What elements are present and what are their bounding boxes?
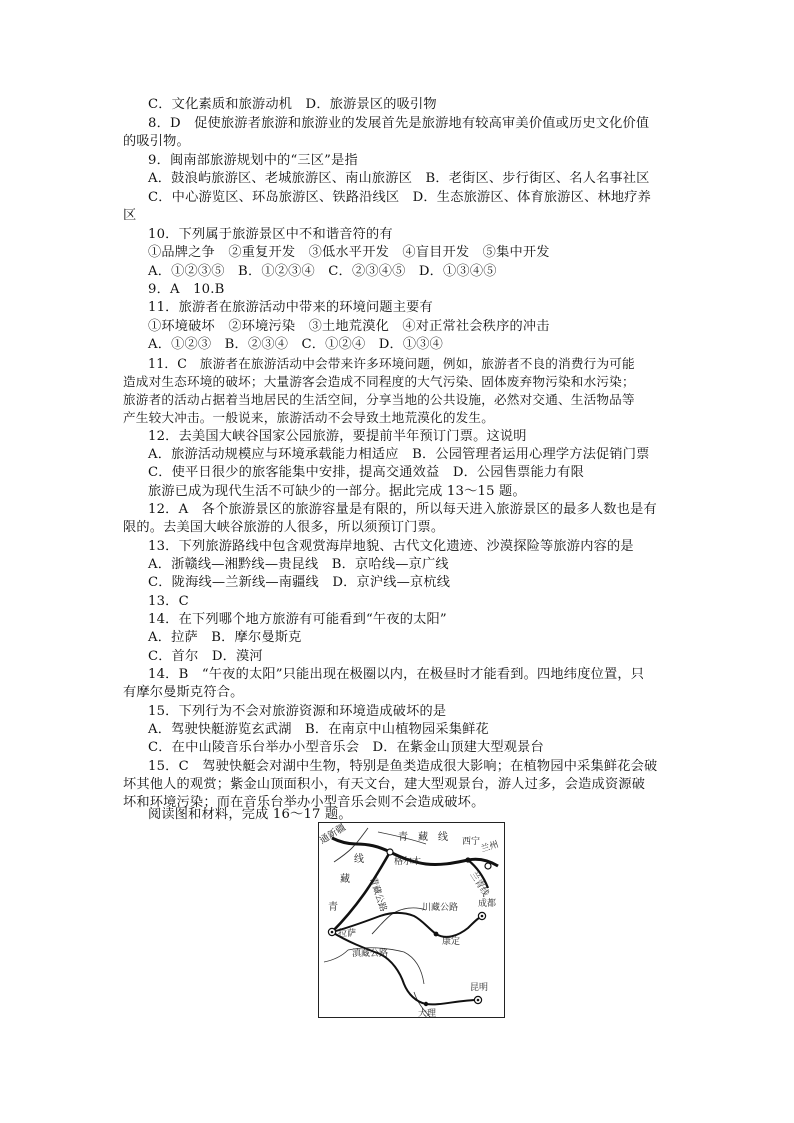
question-line: 12．去美国大峡谷国家公园旅游，要提前半年预订门票。这说明 [148,429,527,444]
map-label-chengdu: 成都 [478,899,497,909]
answer-line: 旅游者的活动占据着当地居民的生活空间，分享当地的公共设施，必然对交通、生活物品等 [123,392,635,407]
answer-line: 坏其他人的观赏；紫金山顶面积小，有天文台，建大型观景台，游人过多，会造成资源破 [123,777,646,792]
option-line: C．使平日很少的旅客能集中安排，提高交通效益 D．公园售票能力有限 [148,465,585,480]
question-line: 9．闽南部旅游规划中的“三区”是指 [148,153,358,168]
answer-line: 14．B “午夜的太阳”只能出现在极圈以内，在极昼时才能看到。四地纬度位置，只 [148,667,645,682]
question-line: 15．下列行为不会对旅游资源和环境造成破坏的是 [148,704,447,719]
map-label-qingzang-gonglu: 青藏公路 [367,875,388,914]
option-line: C．陇海线—兰新线—南疆线 D．京沪线—京杭线 [148,575,451,590]
map-label-dianzang-gonglu: 滇藏公路 [352,949,389,959]
kunming-marker-dot [477,999,480,1002]
option-line: C．中心游览区、环岛旅游区、铁路沿线区 D．生态旅游区、体育旅游区、林地疗养 [148,190,652,205]
answer-line: 造成对生态环境的破坏；大量游客会造成不同程度的大气污染、固体废弃物污染和水污染； [123,374,635,389]
answer-line: 有摩尔曼斯克符合。 [123,685,244,700]
answer-line: 13．C [148,594,189,609]
option-line: A．鼓浪屿旅游区、老城旅游区、南山旅游区 B．老街区、步行街区、名人名事社区 [148,171,650,186]
answer-line: 8．D 促使旅游者旅游和旅游业的发展首先是旅游地有较高审美价值或历史文化价值 [148,116,650,131]
map-label-qingzang-xian: 青 藏 线 [398,832,448,843]
lanzhou-marker [485,863,491,869]
answer-line: 产生较大冲击。一般说来，旅游活动不会导致土地荒漠化的发生。 [123,410,495,425]
option-line: C．文化素质和旅游动机 D．旅游景区的吸引物 [148,97,437,112]
option-line: ①环境破坏 ②环境污染 ③土地荒漠化 ④对正常社会秩序的冲击 [148,319,550,334]
option-line: C．首尔 D．漠河 [148,649,263,664]
map-label-kunming: 昆明 [470,983,489,993]
map-label-xining: 西宁 [462,837,481,847]
kangding-marker [434,932,439,937]
map-label-geermu: 格尔木 [394,857,422,867]
option-line: A．旅游活动规模应与环境承载能力相适应 B．公园管理者运用心理学方法促销门票 [148,447,650,462]
geermu-marker [387,849,393,855]
option-line: ①品牌之争 ②重复开发 ③低水平开发 ④盲目开发 ⑤集中开发 [148,245,550,260]
answer-line: 限的。去美国大峡谷旅游的人很多，所以须预订门票。 [123,520,445,535]
lasa-marker-dot [331,931,334,934]
question-line: 14．在下列哪个地方旅游有可能看到“午夜的太阳” [148,612,447,627]
map-label-kangding: 康定 [442,937,461,947]
option-line: 区 [123,208,137,223]
answer-line: 坏和环境污染；而在音乐台举办小型音乐会则不会造成破坏。 [123,795,485,810]
answer-line: 9．A 10.B [148,282,225,297]
answer-line: 的吸引物。 [123,134,190,149]
option-line: A．浙赣线—湘黔线—贵昆线 B．京哈线—京广线 [148,557,449,572]
map-figure [318,822,505,1018]
material-line: 阅读图和材料，完成 16～17 题。 [148,807,352,822]
option-line: A．驾驶快艇游览玄武湖 B．在南京中山植物园采集鲜花 [148,722,489,737]
dali-marker [424,1002,428,1006]
chengdu-marker-dot [481,915,484,918]
map-label-lanzhou: 兰州 [479,839,501,855]
map-label-tongxinjiang: 通新疆 [318,822,348,847]
answer-line: 15．C 驾驶快艇会对湖中生物，特别是鱼类造成很大影响；在植物园中采集鲜花会破 [148,759,658,774]
map-label-cang: 藏 [340,874,350,885]
map-label-qing: 青 [328,902,338,913]
map-label-xian: 线 [354,854,364,865]
question-line: 13．下列旅游路线中包含观赏海岸地貌、古代文化遗迹、沙漠探险等旅游内容的是 [148,539,634,554]
question-line: 11．旅游者在旅游活动中带来的环境问题主要有 [148,300,433,315]
option-line: A．拉萨 B．摩尔曼斯克 [148,630,302,645]
option-line: C．在中山陵音乐台举办小型音乐会 D．在紫金山顶建大型观景台 [148,740,544,755]
map-label-lanqing: 兰青线 [467,870,491,899]
option-line: A．①②③ B．②③④ C．①②④ D．①③④ [148,337,444,352]
answer-line: 12．A 各个旅游景区的旅游容量是有限的，所以每天进入旅游景区的最多人数也是有 [148,502,657,517]
material-line: 旅游已成为现代生活不可缺少的一部分。据此完成 13～15 题。 [148,484,526,499]
question-line: 10．下列属于旅游景区中不和谐音符的有 [148,227,393,242]
answer-line: 11．C 旅游者在旅游活动中会带来许多环境问题，例如，旅游者不良的消费行为可能 [148,356,635,371]
map-label-chuanzang-gonglu: 川藏公路 [422,903,459,913]
xining-marker [465,857,470,862]
map-label-dali: 大理 [418,1009,437,1018]
option-line: A．①②③⑤ B．①②③④ C．②③④⑤ D．①③④⑤ [148,264,497,279]
tibet-route-map [318,822,505,1018]
map-label-lasa: 拉萨 [338,929,357,939]
